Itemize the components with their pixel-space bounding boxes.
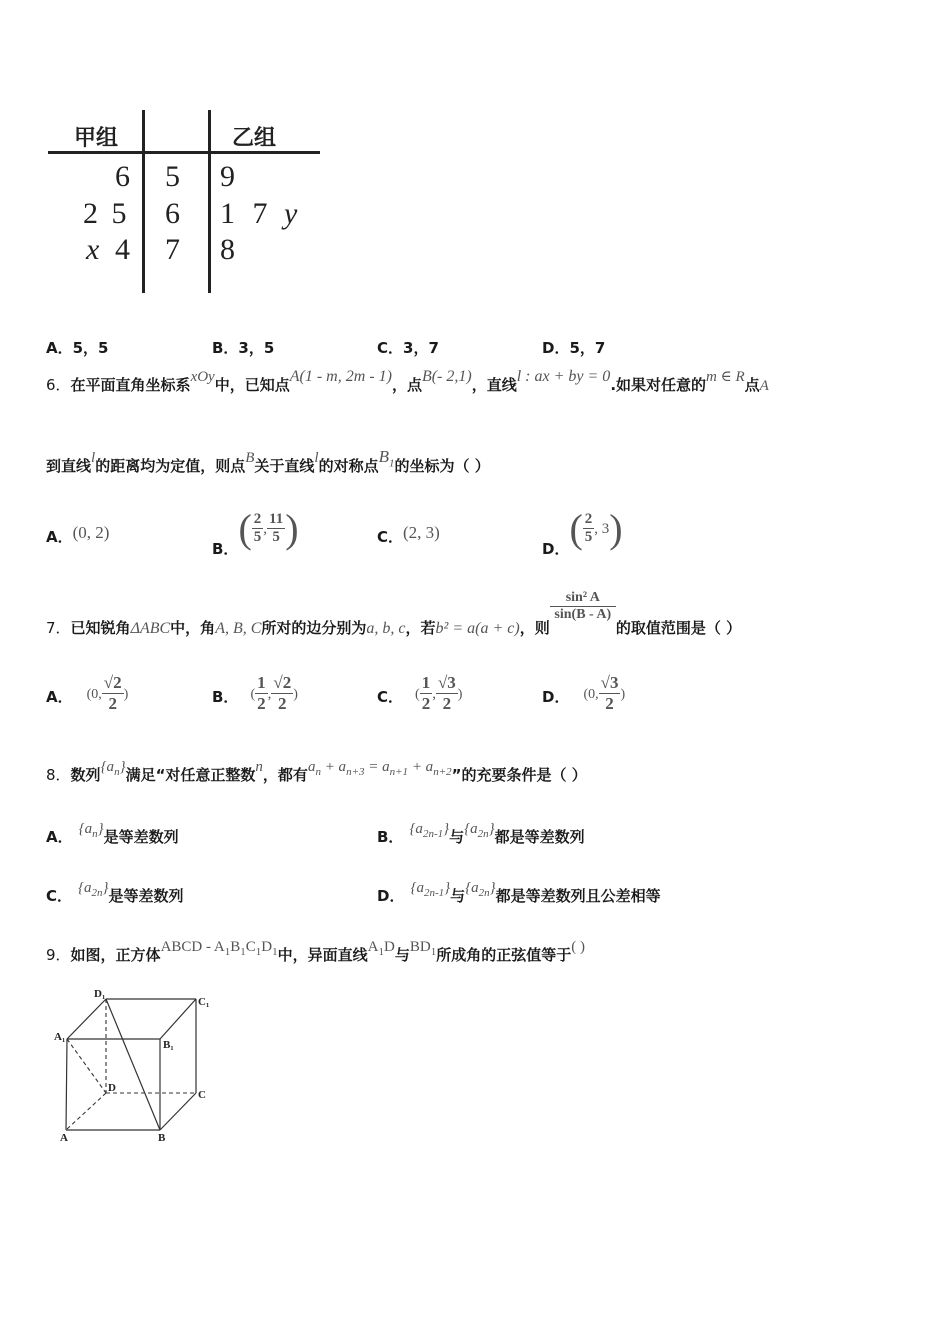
- q9-text-3: 与: [394, 946, 410, 964]
- q7-option-c-d1: 2: [421, 694, 431, 713]
- q6-text-3: ，点: [391, 376, 422, 394]
- edge-a1-a: [66, 1039, 67, 1130]
- q7-line: [46, 590, 742, 637]
- q8-option-b-seq-2: $\{a_{2n}\}$: [464, 821, 495, 840]
- q8-option-a-text: 是等差数列: [103, 828, 179, 846]
- stem-leaf-divider-left: [142, 110, 145, 293]
- q6-option-b-frac-2: [267, 511, 285, 546]
- label-a: A: [60, 1132, 68, 1144]
- q7-option-b-frac-1: [255, 673, 268, 714]
- q7-option-d-close: ): [620, 687, 626, 702]
- q9-line-a1d-d: D: [383, 939, 395, 955]
- q9-cube: ABCD - $A_1B_1C_1D_1$: [160, 939, 278, 958]
- q6-text-5: .如果对任意的: [610, 376, 707, 394]
- label-a1: A₁: [54, 1031, 66, 1043]
- q9-number: 9．: [46, 946, 71, 964]
- q7-option-b-n1: 1: [257, 673, 266, 692]
- q7-option-b-label: B．: [212, 688, 239, 706]
- q7-option-c-comma: ,: [432, 686, 436, 702]
- q7-option-b-d2: 2: [278, 694, 287, 713]
- q8-option-c-seq: $\{a_{2n}\}$: [78, 880, 109, 899]
- q8-option-a-seq: $\{a_n\}$: [78, 821, 104, 840]
- q7-option-a-n: √2: [103, 673, 122, 692]
- q8-option-a-label: A．: [46, 828, 73, 846]
- q9-line-bd1: $BD_1$: [409, 939, 437, 958]
- q6-text-8: 的距离均为定值，则点: [95, 457, 246, 475]
- q6-option-c-value: (2, 3): [403, 523, 440, 542]
- q8-option-b-label: B．: [377, 828, 404, 846]
- diagonal-d1-b: [106, 999, 160, 1130]
- q9-line-a1d-a: A: [367, 939, 379, 955]
- label-c1: C₁: [198, 996, 210, 1008]
- q7-option-b-frac-2: [271, 673, 293, 714]
- q6-option-b-comma: ,: [263, 521, 268, 537]
- q7-option-b[interactable]: [212, 673, 298, 714]
- q6-line-2: [46, 447, 490, 478]
- stem-leaf-right-2: 1 7: [220, 197, 268, 230]
- q7-text-3: 所对的边分别为: [261, 619, 367, 637]
- q7-option-c-close: ): [457, 687, 463, 702]
- q8-option-d-sub-2: 2n: [478, 887, 490, 899]
- q6-condition: m ∈ R: [706, 369, 745, 385]
- q8-option-d-text: 都是等差数列且公差相等: [495, 887, 661, 905]
- q8-text-4: ”的充要条件是（ ）: [451, 766, 587, 784]
- q7-angles: A, B, C: [215, 620, 262, 637]
- q6-l-1: l: [91, 450, 96, 466]
- q8-seq-sub: n: [114, 766, 120, 778]
- q7-option-d-d: 2: [605, 694, 614, 713]
- q9-line-a1d: $A_1D$: [367, 939, 395, 958]
- q7-option-d-label: D．: [542, 688, 570, 706]
- stem-leaf-stem-1: 5: [165, 160, 180, 193]
- stem-leaf-head-left: 甲组: [74, 126, 119, 151]
- q6-option-a-label: A．: [46, 528, 73, 546]
- q8-option-d[interactable]: [377, 880, 661, 908]
- q9-text-1: 如图，正方体: [70, 946, 161, 964]
- edge-d1-a1: [67, 999, 106, 1039]
- q6-text-10: 的对称点: [318, 457, 379, 475]
- q8-text-1: 数列: [70, 766, 101, 784]
- q7-option-c-n2: √3: [437, 673, 456, 692]
- q7-option-c-n1: 1: [421, 673, 431, 692]
- q7-option-c[interactable]: [377, 673, 462, 714]
- q6-b1-sub: 1: [388, 457, 395, 470]
- q6-b1: [378, 447, 395, 470]
- q6-text-2: 中，已知点: [214, 376, 290, 394]
- q6-xoy: xOy: [190, 369, 215, 385]
- q7-option-a-close: ): [123, 687, 129, 702]
- q8-option-b-sub-2: 2n: [477, 828, 489, 840]
- stem-leaf-left-3: 4: [115, 233, 130, 266]
- q8-option-d-label: D．: [377, 887, 405, 905]
- q7-option-c-frac-2: [436, 673, 458, 714]
- q8-option-b-text: 都是等差数列: [494, 828, 585, 846]
- q7-option-b-open: (: [250, 687, 256, 702]
- q6-option-d-frac: [583, 511, 595, 546]
- q7-option-d-pre: (0,: [583, 687, 599, 702]
- stem-leaf-right-1: 9: [220, 160, 235, 193]
- q6-option-a[interactable]: [46, 523, 110, 547]
- label-d: D: [108, 1082, 116, 1094]
- q9-text-4: 所成角的正弦值等于: [436, 946, 572, 964]
- q6-option-d-lparen: (: [569, 506, 583, 551]
- q5-option-b[interactable]: B．3，5: [212, 339, 275, 357]
- q7-option-c-label: C．: [377, 688, 404, 706]
- q7-option-a-label: A．: [46, 688, 73, 706]
- q8-equation: $a_n + a_{n+3} = a_{n+1} + a_{n+2}$: [307, 759, 452, 778]
- q6-option-d-n: 2: [584, 511, 593, 527]
- q7-option-b-d1: 2: [257, 694, 266, 713]
- q7-text-6: 的取值范围是（ ）: [615, 619, 742, 637]
- stem-leaf-left-1: 6: [115, 160, 130, 193]
- q8-option-d-mid: 与: [450, 887, 466, 905]
- q6-option-d-d: 5: [584, 529, 593, 545]
- label-d1: D₁: [94, 988, 106, 1000]
- q6-option-b-rparen: ): [285, 506, 299, 551]
- q6-text-6: 点: [744, 376, 760, 394]
- q7-option-a-pre: (0,: [86, 687, 102, 702]
- q8-option-c-label: C．: [46, 887, 73, 905]
- q8-option-b[interactable]: [377, 821, 585, 849]
- q7-option-b-n2: √2: [273, 673, 292, 692]
- q6-option-b-n2: 11: [269, 511, 284, 527]
- stem-leaf-right-3: 8: [220, 233, 235, 266]
- stem-leaf-stem-3: 7: [165, 233, 180, 266]
- q7-expression-den: sin(B - A): [554, 607, 612, 622]
- q6-b1-letter: B: [378, 447, 389, 466]
- q6-text-9: 关于直线: [254, 457, 315, 475]
- q6-line-1: [46, 368, 769, 395]
- stem-leaf-head-right: 乙组: [232, 126, 277, 151]
- q7-option-a[interactable]: [46, 673, 128, 714]
- q8-option-d-seq-2: $\{a_{2n}\}$: [465, 880, 496, 899]
- q6-option-d-rparen: ): [609, 506, 623, 551]
- q8-option-a[interactable]: [46, 821, 179, 849]
- q7-option-a-d: 2: [108, 694, 117, 713]
- hidden-edge-d-a: [66, 1093, 106, 1130]
- q7-option-b-comma: ,: [267, 686, 272, 702]
- q7-expression-num: sin² A: [550, 590, 616, 607]
- q7-option-d-frac: [599, 673, 621, 714]
- q7-option-b-close: ): [293, 687, 298, 702]
- q5-option-a[interactable]: A．5，5: [46, 339, 109, 357]
- stem-leaf-stem-2: 6: [165, 197, 180, 230]
- label-b1: B₁: [163, 1039, 174, 1051]
- q7-option-c-open: (: [415, 687, 420, 702]
- q8-seq-a: {a: [100, 759, 115, 775]
- q6-option-b-lparen: (: [238, 506, 252, 551]
- q6-number: 6．: [46, 376, 71, 394]
- q6-option-b-d1: 5: [253, 529, 262, 545]
- label-c: C: [198, 1089, 206, 1101]
- q7-option-c-frac-1: [420, 673, 433, 714]
- q7-sides: a, b, c: [366, 620, 406, 637]
- q6-l-2: l: [314, 450, 319, 466]
- q8-option-a-sub: n: [92, 828, 98, 840]
- q8-option-b-mid: 与: [449, 828, 465, 846]
- q8-seq: $\{a_n\}$: [100, 759, 126, 778]
- q6-option-b-d2: 5: [272, 529, 280, 545]
- stem-leaf-divider-right: [208, 110, 211, 293]
- q6-option-d[interactable]: [542, 505, 623, 558]
- q6-point-b: B(- 2,1): [421, 368, 472, 385]
- q6-option-d-label: D．: [542, 540, 570, 558]
- q8-option-c[interactable]: [46, 880, 184, 908]
- q8-line: [46, 759, 587, 787]
- q5-option-d[interactable]: D．5，7: [542, 339, 606, 357]
- q6-text-4: ，直线: [471, 376, 517, 394]
- q6-option-d-tail: , 3: [594, 521, 610, 537]
- q8-option-c-sub: 2n: [91, 887, 103, 899]
- q7-text-2: 中，角: [170, 619, 216, 637]
- q6-text-7: 到直线: [46, 457, 92, 475]
- q9-answer-paren: ( ): [571, 939, 585, 955]
- q6-option-b-n1: 2: [253, 511, 262, 527]
- q7-text-4: ，若: [405, 619, 436, 637]
- q6-option-b-label: B．: [212, 540, 239, 558]
- q9-line: [46, 939, 585, 967]
- q9-cube-text: ABCD - A: [160, 939, 225, 955]
- q8-option-d-sub-1: 2n-1: [423, 887, 445, 899]
- q6-b: B: [245, 450, 255, 466]
- q6-line-l: l : ax + by = 0: [516, 368, 611, 385]
- stem-leaf-var-x: x: [86, 233, 100, 266]
- q8-option-b-sub-1: 2n-1: [422, 828, 444, 840]
- q6-option-c[interactable]: [377, 523, 440, 547]
- q6-option-c-label: C．: [377, 528, 404, 546]
- q6-option-b-frac-1: [252, 511, 264, 546]
- q8-option-d-seq-1: $\{a_{2n-1}\}$: [410, 880, 451, 899]
- q8-number: 8．: [46, 766, 71, 784]
- q6-option-b[interactable]: [212, 505, 299, 558]
- q6-text-1: 在平面直角坐标系: [70, 376, 191, 394]
- stem-leaf-horizontal-rule: [48, 151, 320, 154]
- q9-text-2: 中，异面直线: [277, 946, 368, 964]
- q8-option-c-text: 是等差数列: [108, 887, 184, 905]
- q7-option-a-frac: [102, 673, 124, 714]
- q7-option-c-d2: 2: [442, 694, 452, 713]
- edge-c1-b1: [160, 999, 196, 1039]
- stem-leaf-var-y: y: [284, 197, 298, 230]
- q6-text-11: 的坐标为（ ）: [394, 457, 490, 475]
- q5-option-c[interactable]: C．3，7: [377, 339, 439, 357]
- q7-text-5: ，则: [519, 619, 550, 637]
- q6-a: A: [759, 378, 769, 394]
- q7-text-1: 已知锐角: [70, 619, 131, 637]
- hidden-diagonal-a1-d: [67, 1039, 106, 1093]
- cube-figure: [50, 985, 220, 1145]
- q8-text-3: ，都有: [262, 766, 308, 784]
- q6-option-a-value: (0, 2): [72, 523, 110, 542]
- q6-point-a: A(1 - m, 2m - 1): [289, 368, 392, 385]
- label-b: B: [158, 1132, 166, 1144]
- q8-n: n: [255, 759, 263, 775]
- q8-text-2: 满足“对任意正整数: [125, 766, 256, 784]
- q7-condition: b² = a(a + c): [435, 620, 520, 637]
- edge-c-b: [160, 1093, 196, 1130]
- q7-option-d[interactable]: [542, 673, 625, 714]
- q7-number: 7．: [46, 619, 71, 637]
- q7-option-d-n: √3: [600, 673, 619, 692]
- q9-line-bd1-text: BD: [409, 939, 431, 955]
- q7-expression: [550, 590, 616, 623]
- stem-leaf-left-2: 2 5: [83, 197, 127, 230]
- q7-triangle: ΔABC: [130, 620, 171, 637]
- q8-option-b-seq-1: $\{a_{2n-1}\}$: [409, 821, 450, 840]
